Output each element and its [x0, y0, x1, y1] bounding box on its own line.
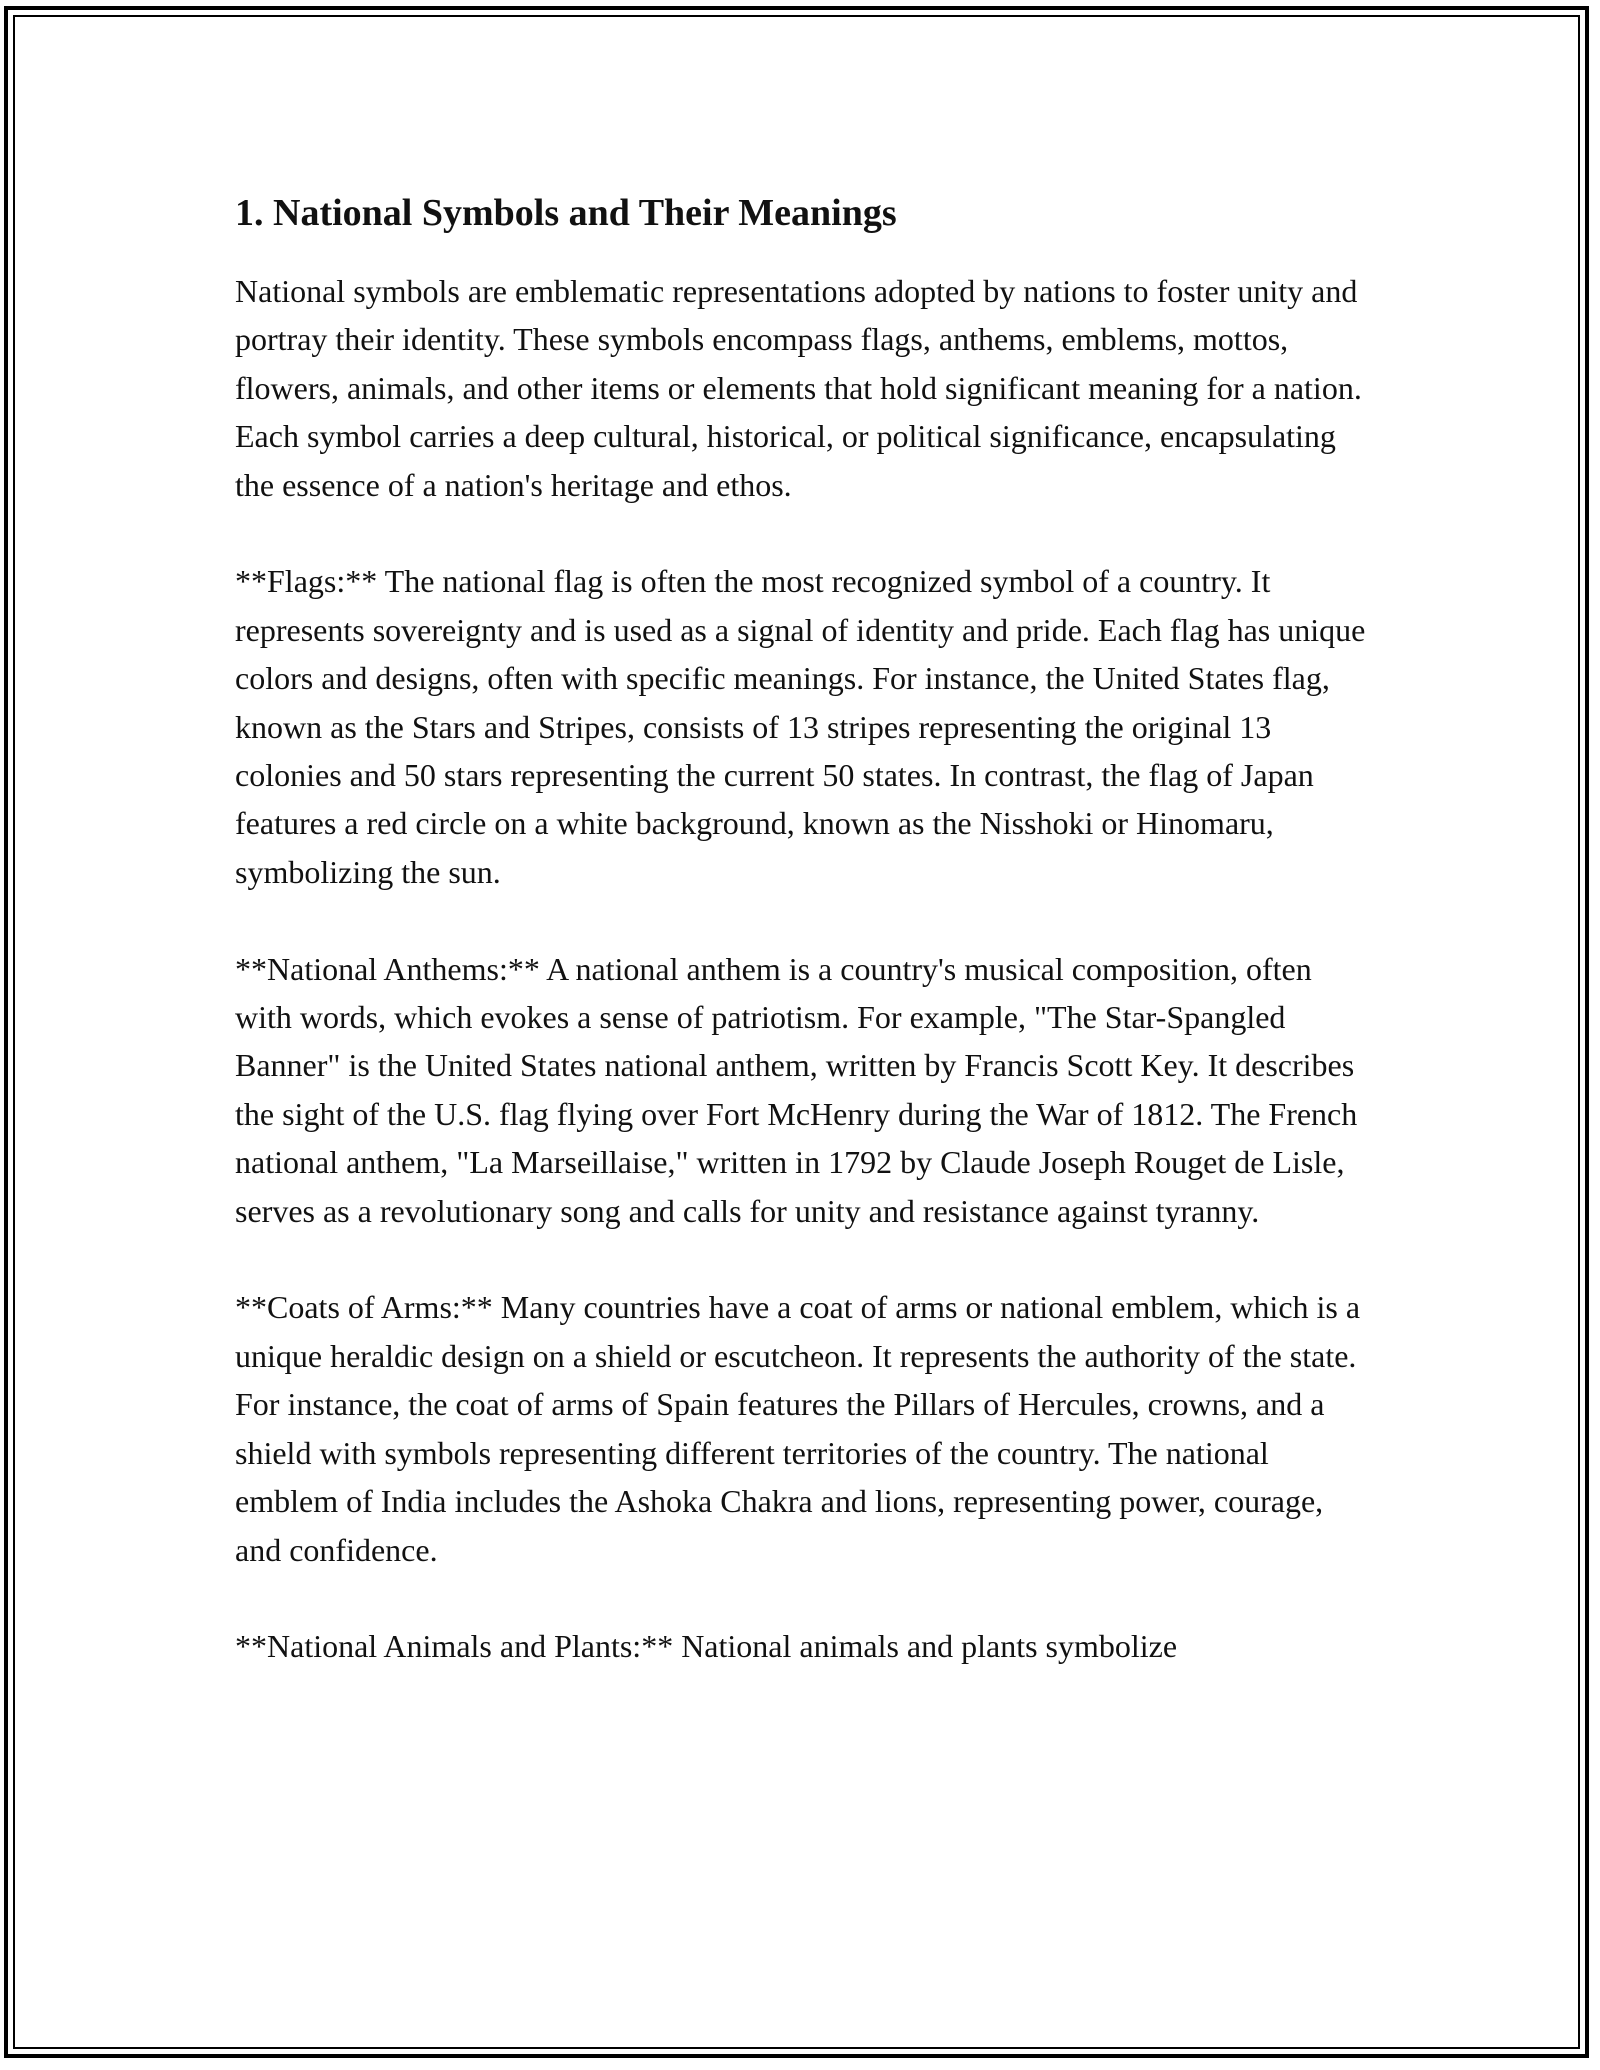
paragraph-anthems: **National Anthems:** A national anthem is a country's musical composition, often with words, which evokes a sense of patriotism. For example, "The Star-Spangled Banner" is the United States national anthem, written by Francis Scott Key. It describes the sight of the U.S. flag flying over Fort McHenry during the War of 1812. The French national anthem, "La Marseillaise," written in 1792 by Claude Joseph Rouget de Lisle, serves as a revolutionary song and calls for unity and resistance against tyranny. — [235, 950, 1358, 1229]
paragraph-flags: **Flags:** The national flag is often the most recognized symbol of a country. It represents sovereignty and is used as a signal of identity and pride. Each flag has unique colors and designs, often with specific meanings. For instance, the United States flag, known as the Stars and Stripes, consists of 13 stripes representing the original 13 colonies and 50 stars representing the current 50 states. In contrast, the flag of Japan features a red circle on a white background, known as the Nisshoki or Hinomaru, symbolizing the sun. — [235, 563, 1366, 890]
section-heading: 1. National Symbols and Their Meanings — [235, 192, 897, 234]
paragraph-intro: National symbols are emblematic representations adopted by nations to foster unity and portray their identity. These symbols encompass flags, anthems, emblems, mottos, flowers, animals, and other items or elements that hold significant meaning for a nation. Each symbol carries a deep cultural, historical, or political significance, encapsulating the essence of a nation's heritage and ethos. — [235, 273, 1362, 503]
document-body — [235, 185, 1375, 1719]
paragraph-coats-of-arms: **Coats of Arms:** Many countries have a coat of arms or national emblem, which is a unique heraldic design on a shield or escutcheon. It represents the authority of the state. For instance, the coat of arms of Spain features the Pillars of Hercules, crowns, and a shield with symbols representing different territories of the country. The national emblem of India includes the Ashoka Chakra and lions, representing power, courage, and confidence. — [235, 1289, 1361, 1568]
paragraph-animals-plants: **National Animals and Plants:** National animals and plants symbolize — [235, 1628, 1178, 1665]
